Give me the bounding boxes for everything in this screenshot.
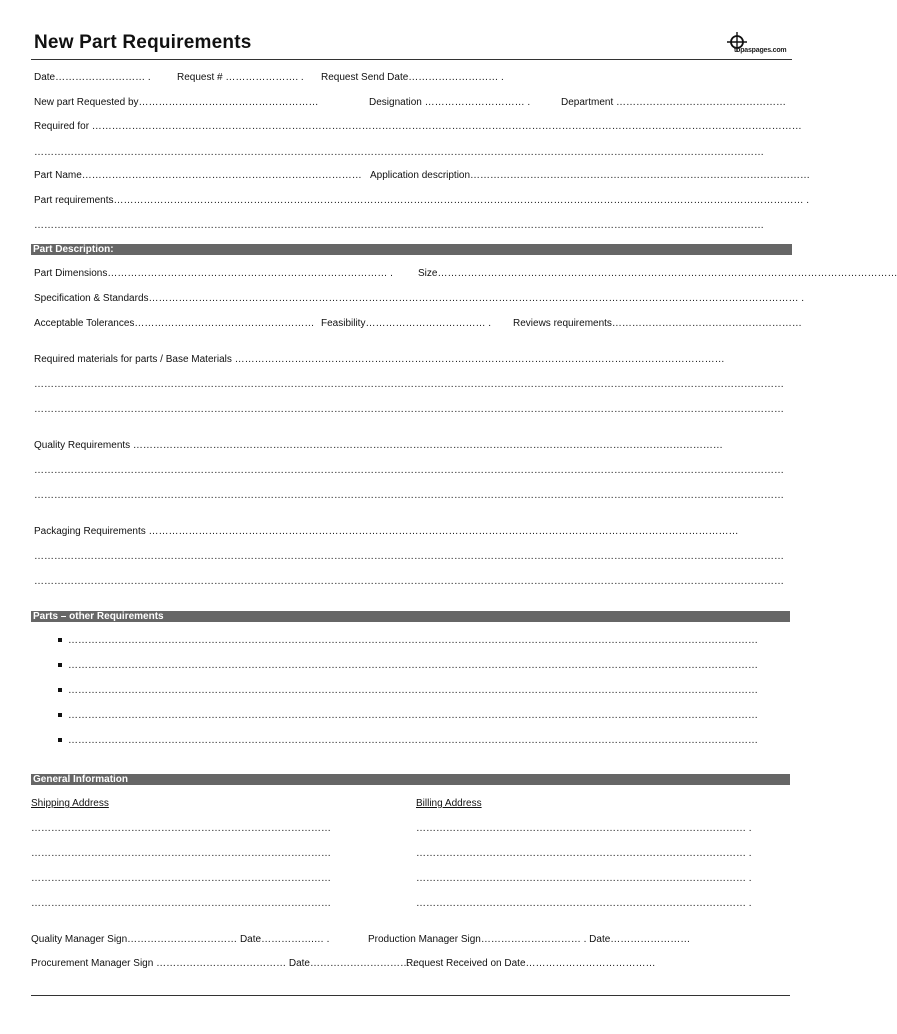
request-send-date-field[interactable]: Request Send Date……………………… . (321, 72, 504, 83)
other-requirement-item-4[interactable]: ……………………………………………………………………………………………………………………………………………………………………………………… (68, 710, 758, 721)
logo (727, 32, 789, 58)
part-name-field[interactable]: Part Name………………………………………………………………………… (34, 170, 362, 181)
section-other-requirements: Parts – other Requirements (31, 611, 790, 622)
request-number-field[interactable]: Request # …………………. . (177, 72, 304, 83)
other-requirement-item-2[interactable]: ……………………………………………………………………………………………………………………………………………………………………………………… (68, 660, 758, 671)
shipping-address-line-2[interactable]: ……………………………………………………………………………… (31, 848, 331, 859)
part-requirements-continued[interactable]: ………………………………………………………………………………………………………………………………………………………………………………………………… (34, 220, 764, 231)
shipping-address-line-3[interactable]: ……………………………………………………………………………… (31, 873, 331, 884)
shipping-address-label: Shipping Address (31, 798, 109, 809)
footer-rule (31, 995, 790, 996)
billing-address-line-2[interactable]: ……………………………………………………………………………………… . (416, 848, 752, 859)
size-field[interactable]: Size………………………………………………………………………………………………………………………… (418, 268, 897, 279)
designation-field[interactable]: Designation ………………………… . (369, 97, 531, 108)
other-requirement-item-3[interactable]: ……………………………………………………………………………………………………………………………………………………………………………………… (68, 685, 758, 696)
shipping-address-line-1[interactable]: ……………………………………………………………………………… (31, 823, 331, 834)
page-title: New Part Requirements (34, 32, 252, 53)
bullet-icon (58, 738, 62, 742)
procurement-manager-sign-field[interactable]: Procurement Manager Sign ………………………………… Date………………………… . (31, 958, 416, 969)
reviews-requirements-field[interactable]: Reviews requirements………………………………………………… (513, 318, 802, 329)
bullet-icon (58, 713, 62, 717)
billing-address-line-3[interactable]: ……………………………………………………………………………………… . (416, 873, 752, 884)
bullet-icon (58, 688, 62, 692)
section-general-information: General Information (31, 774, 790, 785)
application-description-field[interactable]: Application description………………………………………………………………………………………… (370, 170, 811, 181)
department-field[interactable]: Department …………………………………………… (561, 97, 787, 108)
part-dimensions-field[interactable]: Part Dimensions………………………………………………………………………… . (34, 268, 393, 279)
production-manager-sign-field[interactable]: Production Manager Sign………………………… . Date…………………… (368, 934, 691, 945)
shipping-address-line-4[interactable]: ……………………………………………………………………………… (31, 898, 331, 909)
request-received-date-field[interactable]: Request Received on Date………………………………… (406, 958, 656, 969)
packaging-requirements-line-3[interactable]: ……………………………………………………………………………………………………………………………………………………………………………………………………… (34, 576, 784, 587)
part-requirements-field[interactable]: Part requirements……………………………………………………………………………………………………………………………………………………………………………………… . (34, 195, 810, 206)
quality-manager-sign-field[interactable]: Quality Manager Sign…………………………… Date…………….… . (31, 934, 330, 945)
quality-requirements-line-3[interactable]: ……………………………………………………………………………………………………………………………………………………………………………………………………… (34, 490, 784, 501)
acceptable-tolerances-field[interactable]: Acceptable Tolerances……………………………………………… (34, 318, 315, 329)
billing-address-label: Billing Address (416, 798, 482, 809)
feasibility-field[interactable]: Feasibility……………………………… . (321, 318, 492, 329)
billing-address-line-4[interactable]: ……………………………………………………………………………………… . (416, 898, 752, 909)
specification-standards-field[interactable]: Specification & Standards…………………………………………………………………………………………………………………………………………………………………………… . (34, 293, 805, 304)
other-requirement-item-5[interactable]: ……………………………………………………………………………………………………………………………………………………………………………………… (68, 735, 758, 746)
bullet-icon (58, 638, 62, 642)
header-rule (31, 59, 792, 60)
date-field[interactable]: Date……………………… . (34, 72, 151, 83)
bullet-icon (58, 663, 62, 667)
other-requirement-item-1[interactable]: ……………………………………………………………………………………………………………………………………………………………………………………… (68, 635, 758, 646)
quality-requirements-field[interactable]: Quality Requirements …………………………………………………………………………………………………………………………………………………………… (34, 440, 723, 451)
requested-by-field[interactable]: New part Requested by……………………………………………… (34, 97, 319, 108)
required-for-field[interactable]: Required for …………………………………………………………………………………………………………………………………………………………………………………………… (34, 121, 802, 132)
required-for-continued[interactable]: ………………………………………………………………………………………………………………………………………………………………………………………………… (34, 147, 764, 158)
packaging-requirements-line-2[interactable]: ……………………………………………………………………………………………………………………………………………………………………………………………………… (34, 551, 784, 562)
packaging-requirements-field[interactable]: Packaging Requirements …………………………………………………………………………………………………………………………………………………………… (34, 526, 739, 537)
required-materials-line-2[interactable]: ……………………………………………………………………………………………………………………………………………………………………………………………………… (34, 379, 784, 390)
logo-text: topaspages.com (734, 47, 787, 54)
required-materials-field[interactable]: Required materials for parts / Base Materials ………………………………………………………………………………………………………………………………… (34, 354, 725, 365)
section-part-description: Part Description: (31, 244, 792, 255)
quality-requirements-line-2[interactable]: ……………………………………………………………………………………………………………………………………………………………………………………………………… (34, 465, 784, 476)
billing-address-line-1[interactable]: ……………………………………………………………………………………… . (416, 823, 752, 834)
required-materials-line-3[interactable]: ……………………………………………………………………………………………………………………………………………………………………………………………………… (34, 404, 784, 415)
